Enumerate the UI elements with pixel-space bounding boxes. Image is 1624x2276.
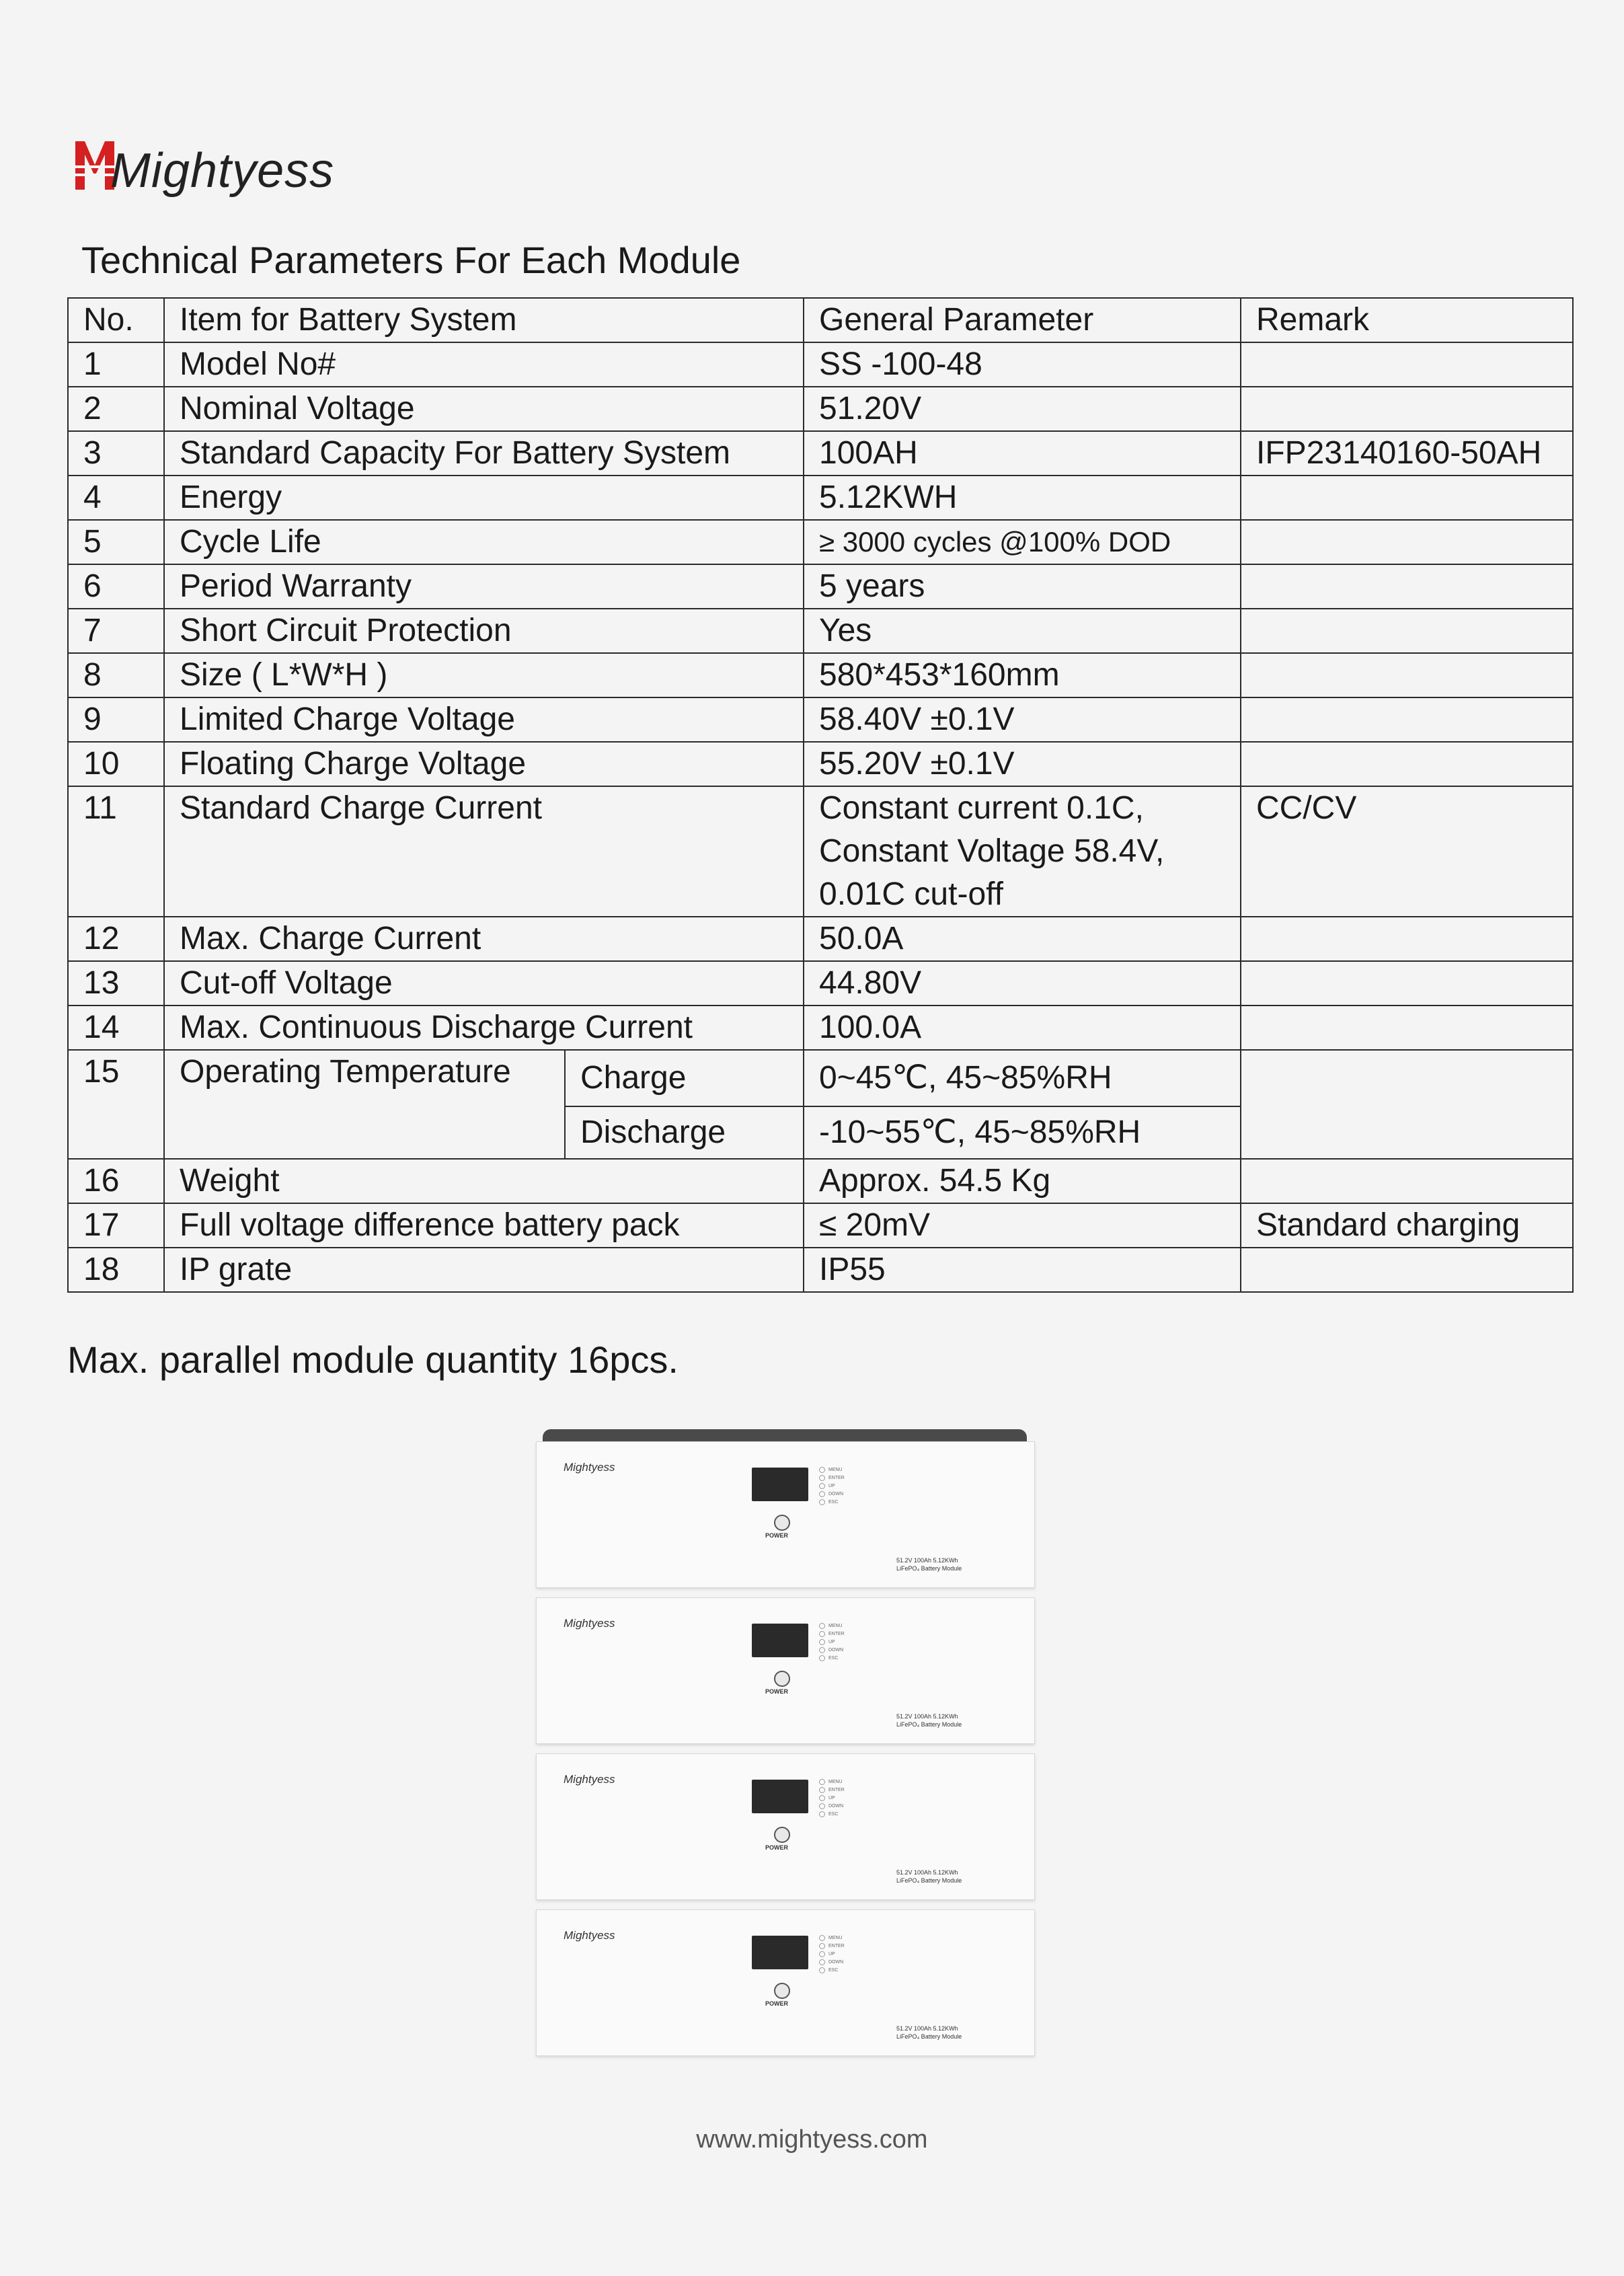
table-row (68, 742, 1573, 786)
cell-param: 0~45℃, 45~85%RH (804, 1050, 1241, 1106)
power-label: POWER (765, 1844, 789, 1851)
cell-param: 100AH (804, 431, 1241, 476)
brand-logo-mark-icon (75, 135, 116, 196)
cell-param: Constant current 0.1C, Constant Voltage 58.4V, 0.01C cut-off (804, 786, 1241, 917)
cell-no: 12 (68, 917, 164, 961)
cell-param: ≥ 3000 cycles @100% DOD (804, 520, 1241, 564)
cell-no: 11 (68, 786, 164, 917)
module-button-label: UP (819, 1950, 845, 1959)
cell-remark (1241, 1050, 1573, 1159)
cell-param: ≤ 20mV (804, 1203, 1241, 1248)
cell-no: 5 (68, 520, 164, 564)
cell-item: Cut-off Voltage (164, 961, 804, 1006)
power-button-icon (774, 1983, 790, 1999)
cell-remark (1241, 917, 1573, 961)
module-button-label: MENU (819, 1778, 845, 1786)
cell-param: SS -100-48 (804, 342, 1241, 387)
module-spec-line: LiFePO₄ Battery Module (896, 1565, 962, 1572)
cell-param: -10~55℃, 45~85%RH (804, 1106, 1241, 1159)
table-row (68, 520, 1573, 564)
module-buttons (819, 1934, 845, 1975)
battery-module (536, 1441, 1035, 1588)
table-row (68, 609, 1573, 653)
table-row (68, 1159, 1573, 1203)
cell-param: 100.0A (804, 1006, 1241, 1050)
brand-logo-text: Mightyess (110, 144, 335, 198)
power-button-icon (774, 1515, 790, 1531)
battery-module (536, 1597, 1035, 1744)
cell-param: 58.40V ±0.1V (804, 697, 1241, 742)
cell-no: 18 (68, 1248, 164, 1292)
cell-param: 50.0A (804, 917, 1241, 961)
module-spec-line: LiFePO₄ Battery Module (896, 2033, 962, 2040)
cell-remark: IFP23140160-50AH (1241, 431, 1573, 476)
cell-param: IP55 (804, 1248, 1241, 1292)
cell-remark (1241, 387, 1573, 431)
table-row (68, 917, 1573, 961)
module-spec-line: LiFePO₄ Battery Module (896, 1877, 962, 1884)
table-row (68, 387, 1573, 431)
cell-param: 5.12KWH (804, 476, 1241, 520)
cell-remark (1241, 342, 1573, 387)
cell-no: 4 (68, 476, 164, 520)
header-param: General Parameter (804, 298, 1241, 342)
cell-remark: CC/CV (1241, 786, 1573, 917)
cell-no: 6 (68, 564, 164, 609)
table-row (68, 564, 1573, 609)
page-title: Technical Parameters For Each Module (81, 239, 741, 281)
module-spec-line: 51.2V 100Ah 5.12KWh (896, 2025, 958, 2032)
header-remark: Remark (1241, 298, 1573, 342)
cell-item: Period Warranty (164, 564, 804, 609)
cell-item: Nominal Voltage (164, 387, 804, 431)
spec-table (67, 297, 1574, 1293)
module-logo: Mightyess (564, 1617, 615, 1630)
module-spec-label (896, 2024, 962, 2041)
cell-remark (1241, 609, 1573, 653)
power-button-icon (774, 1671, 790, 1687)
parallel-note: Max. parallel module quantity 16pcs. (67, 1338, 679, 1381)
table-row (68, 431, 1573, 476)
module-spec-line: LiFePO₄ Battery Module (896, 1721, 962, 1728)
power-button-icon (774, 1827, 790, 1843)
module-spec-label (896, 1712, 962, 1729)
brand-logo (75, 135, 358, 208)
module-button-label: ESC (819, 1655, 845, 1663)
cell-remark (1241, 961, 1573, 1006)
cell-no: 10 (68, 742, 164, 786)
table-row (68, 961, 1573, 1006)
module-logo: Mightyess (564, 1461, 615, 1474)
module-spec-label (896, 1556, 962, 1572)
table-row (68, 342, 1573, 387)
cell-no: 8 (68, 653, 164, 697)
module-button-label: DOWN (819, 1490, 845, 1499)
cell-no: 15 (68, 1050, 164, 1159)
table-header-row (68, 298, 1573, 342)
module-screen (752, 1780, 808, 1813)
module-button-label: MENU (819, 1934, 845, 1942)
cell-remark (1241, 697, 1573, 742)
table-row (68, 1248, 1573, 1292)
cell-param: Approx. 54.5 Kg (804, 1159, 1241, 1203)
cell-remark (1241, 1248, 1573, 1292)
table-row (68, 1050, 1573, 1106)
cell-item: Floating Charge Voltage (164, 742, 804, 786)
cell-remark (1241, 653, 1573, 697)
module-spec-label (896, 1868, 962, 1885)
table-row (68, 697, 1573, 742)
battery-stack-image (536, 1429, 1034, 2072)
cell-no: 1 (68, 342, 164, 387)
module-button-label: ENTER (819, 1786, 845, 1794)
module-buttons (819, 1778, 845, 1819)
module-button-label: DOWN (819, 1959, 845, 1967)
cell-no: 17 (68, 1203, 164, 1248)
cell-no: 3 (68, 431, 164, 476)
table-row (68, 476, 1573, 520)
cell-param: 580*453*160mm (804, 653, 1241, 697)
cell-remark (1241, 520, 1573, 564)
module-button-label: DOWN (819, 1803, 845, 1811)
cell-remark (1241, 564, 1573, 609)
cell-item: IP grate (164, 1248, 804, 1292)
cell-item: Size ( L*W*H ) (164, 653, 804, 697)
cell-remark: Standard charging (1241, 1203, 1573, 1248)
module-button-label: ESC (819, 1499, 845, 1507)
module-logo: Mightyess (564, 1773, 615, 1786)
cell-remark (1241, 1006, 1573, 1050)
cell-item: Limited Charge Voltage (164, 697, 804, 742)
module-button-label: DOWN (819, 1646, 845, 1655)
cell-item: Max. Charge Current (164, 917, 804, 961)
power-label: POWER (765, 1532, 789, 1539)
cell-item: Model No# (164, 342, 804, 387)
cell-remark (1241, 476, 1573, 520)
cell-no: 9 (68, 697, 164, 742)
module-button-label: UP (819, 1638, 845, 1646)
cell-no: 14 (68, 1006, 164, 1050)
battery-module (536, 1909, 1035, 2056)
header-no: No. (68, 298, 164, 342)
table-row (68, 1006, 1573, 1050)
module-button-label: ENTER (819, 1474, 845, 1482)
module-spec-line: 51.2V 100Ah 5.12KWh (896, 1869, 958, 1876)
cell-sub-charge: Charge (565, 1050, 804, 1106)
table-row (68, 786, 1573, 917)
cell-item: Standard Capacity For Battery System (164, 431, 804, 476)
cell-item: Standard Charge Current (164, 786, 804, 917)
cell-no: 7 (68, 609, 164, 653)
power-label: POWER (765, 2000, 789, 2007)
module-spec-line: 51.2V 100Ah 5.12KWh (896, 1713, 958, 1720)
cell-param: 51.20V (804, 387, 1241, 431)
footer-url: www.mightyess.com (696, 2125, 928, 2154)
module-spec-line: 51.2V 100Ah 5.12KWh (896, 1557, 958, 1564)
cell-param: 5 years (804, 564, 1241, 609)
cell-item: Full voltage difference battery pack (164, 1203, 804, 1248)
cell-remark (1241, 1159, 1573, 1203)
module-button-label: MENU (819, 1466, 845, 1474)
module-screen (752, 1468, 808, 1501)
cell-item: Max. Continuous Discharge Current (164, 1006, 804, 1050)
module-button-label: ESC (819, 1811, 845, 1819)
cell-no: 2 (68, 387, 164, 431)
module-button-label: ENTER (819, 1942, 845, 1950)
cell-param: 44.80V (804, 961, 1241, 1006)
battery-module (536, 1753, 1035, 1900)
module-screen (752, 1624, 808, 1657)
cell-sub-discharge: Discharge (565, 1106, 804, 1159)
cell-item: Cycle Life (164, 520, 804, 564)
header-item: Item for Battery System (164, 298, 804, 342)
cell-no: 13 (68, 961, 164, 1006)
cell-param: Yes (804, 609, 1241, 653)
module-buttons (819, 1466, 845, 1507)
cell-item: Operating Temperature (164, 1050, 565, 1159)
module-button-label: ENTER (819, 1630, 845, 1638)
module-button-label: UP (819, 1482, 845, 1490)
cell-remark (1241, 742, 1573, 786)
cell-param: 55.20V ±0.1V (804, 742, 1241, 786)
module-screen (752, 1936, 808, 1969)
cell-no: 16 (68, 1159, 164, 1203)
table-row (68, 1203, 1573, 1248)
module-button-label: UP (819, 1794, 845, 1803)
module-buttons (819, 1622, 845, 1663)
module-logo: Mightyess (564, 1929, 615, 1942)
power-label: POWER (765, 1688, 789, 1695)
module-button-label: ESC (819, 1967, 845, 1975)
cell-item: Energy (164, 476, 804, 520)
cell-item: Weight (164, 1159, 804, 1203)
table-row (68, 653, 1573, 697)
module-button-label: MENU (819, 1622, 845, 1630)
cell-item: Short Circuit Protection (164, 609, 804, 653)
